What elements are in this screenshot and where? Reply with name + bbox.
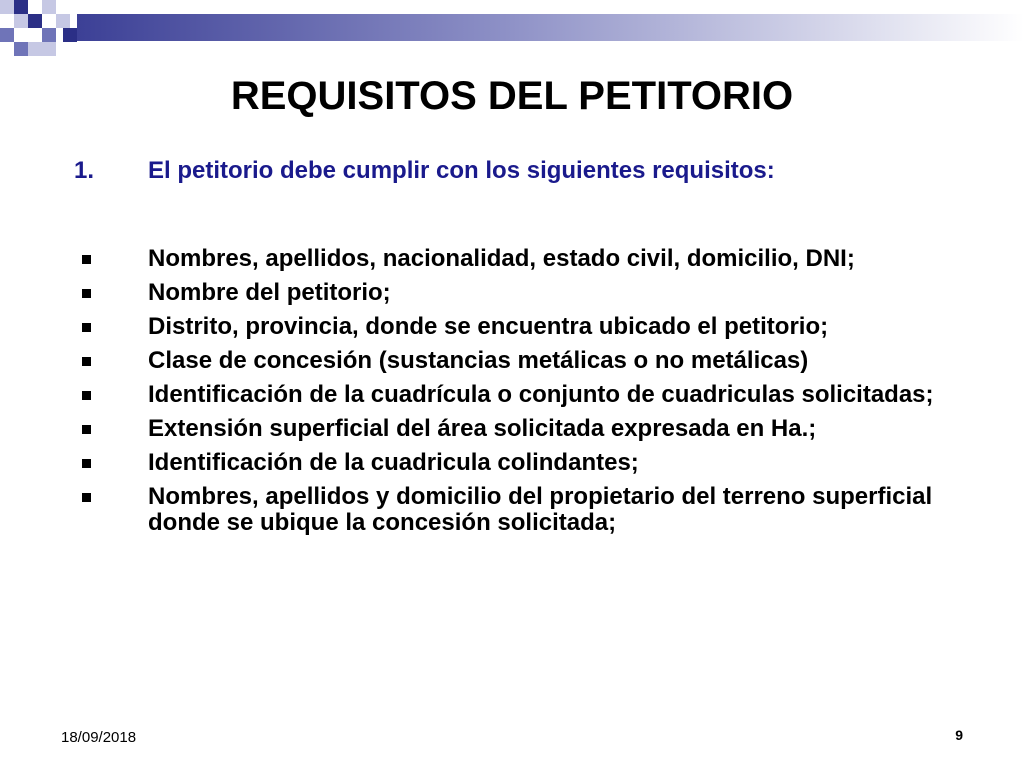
deco-square [14,0,28,14]
deco-square [42,0,56,14]
list-item [74,382,954,408]
list-item [74,246,954,272]
list-item [74,348,954,374]
list-item-text: Distrito, provincia, donde se encuentra ubicado el petitorio; [148,313,829,340]
list-item [74,280,954,306]
list-item-text: Nombres, apellidos y domicilio del propietario del terreno superficial donde se ubique la concesión solicitada; [148,483,933,536]
slide-title: REQUISITOS DEL PETITORIO [230,74,794,118]
list-item-text: Clase de concesión (sustancias metálicas o no metálicas) [148,347,809,374]
intro-number: 1. [74,157,95,184]
square-bullet-icon [82,493,91,502]
page-number: 9 [955,727,963,743]
list-item [74,484,954,536]
deco-square [42,28,56,42]
footer-date: 18/09/2018 [61,729,137,746]
list-item [74,416,954,442]
header-decoration [0,0,1024,60]
square-bullet-icon [82,323,91,332]
list-item-text: Extensión superficial del área solicitada expresada en Ha.; [148,415,817,442]
intro-text: El petitorio debe cumplir con los siguientes requisitos: [148,157,775,184]
list-item-text: Nombre del petitorio; [148,279,391,306]
deco-square [0,28,14,42]
deco-square [42,42,56,56]
square-bullet-icon [82,255,91,264]
square-bullet-icon [82,459,91,468]
square-bullet-icon [82,425,91,434]
intro-line [74,155,974,187]
list-item-text: Identificación de la cuadrícula o conjunto de cuadriculas solicitadas; [148,381,934,408]
square-bullet-icon [82,289,91,298]
deco-square [14,42,28,56]
list-item [74,314,954,340]
deco-square [0,0,14,14]
requirements-list [74,246,954,544]
list-item-text: Identificación de la cuadricula colindantes; [148,449,639,476]
list-item-text: Nombres, apellidos, nacionalidad, estado civil, domicilio, DNI; [148,245,855,272]
deco-square [14,14,28,28]
square-bullet-icon [82,391,91,400]
header-gradient-bar [77,14,1024,41]
deco-square [56,14,70,28]
deco-square [28,14,42,28]
deco-square [28,42,42,56]
square-bullet-icon [82,357,91,366]
deco-square [63,28,77,42]
list-item [74,450,954,476]
